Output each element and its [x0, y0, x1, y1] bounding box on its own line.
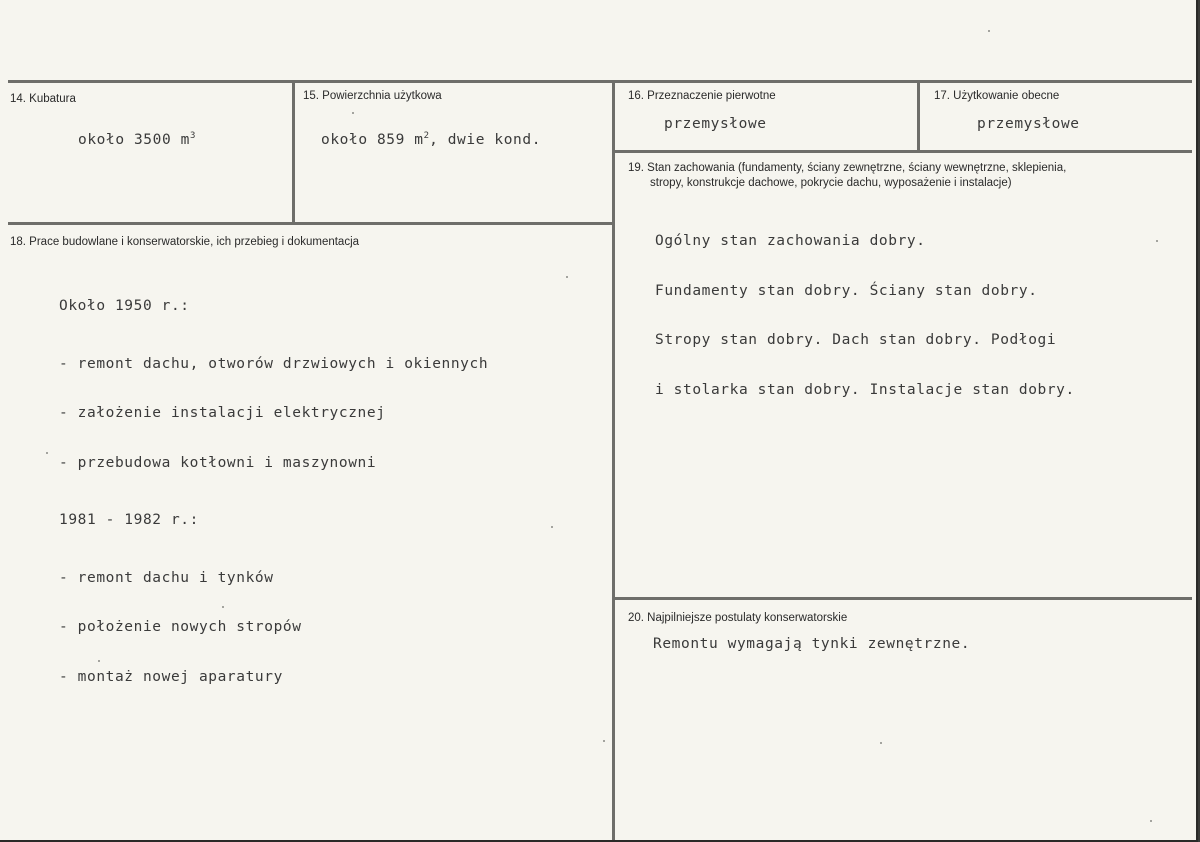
paper-speck: [880, 742, 882, 744]
period-1981: 1981 - 1982 r.:: [59, 512, 199, 528]
prace-label: 18. Prace budowlane i konserwatorskie, ich przebieg i dokumentacja: [10, 236, 360, 248]
uzytkowanie-value: przemysłowe: [977, 116, 1080, 132]
powierzchnia-value: około 859 $m^2$, dwie kond.: [321, 131, 542, 148]
stan-zachowania-label: 19. Stan zachowania (fundamenty, ściany zewnętrzne, ściany wewnętrzne, sklepienia,: [628, 162, 1067, 174]
postulaty-label: 20. Najpilniejsze postulaty konserwatorskie: [628, 612, 848, 624]
przeznaczenie-value: przemysłowe: [664, 116, 767, 132]
kubatura-value: około 3500 $m^3$: [78, 131, 196, 148]
postulaty-value: Remontu wymagają tynki zewnętrzne.: [653, 636, 971, 652]
item-1950-3: - przebudowa kotłowni i maszynowni: [59, 454, 377, 471]
item-1981-2: - położenie nowych stropów: [59, 619, 302, 635]
item-1981-1: - remont dachu i tynków: [59, 569, 274, 586]
paper-speck: [46, 452, 48, 454]
paper-speck: [603, 740, 605, 742]
item-1950-2: - założenie instalacji elektrycznej: [59, 405, 386, 421]
przeznaczenie-label: 16. Przeznaczenie pierwotne: [628, 90, 776, 102]
paper-speck: [1156, 240, 1158, 242]
item-1981-3: - montaż nowej aparatury: [59, 668, 283, 685]
paper-speck: [98, 660, 100, 662]
divider-16-17: [917, 80, 920, 152]
powierzchnia-label: 15. Powierzchnia użytkowa: [303, 90, 442, 102]
stan-line-2: Fundamenty stan dobry. Ściany stan dobry.: [655, 282, 1038, 299]
stan-zachowania-content: [655, 201, 1075, 431]
stan-zachowania-label-line2: stropy, konstrukcje dachowe, pokrycie dachu, wyposażenie i instalacje): [650, 177, 1012, 189]
paper-speck: [222, 606, 224, 608]
stan-line-4: i stolarka stan dobry. Instalacje stan dobry.: [655, 381, 1075, 398]
period-1950: Około 1950 r.:: [59, 298, 190, 314]
top-rule: [8, 80, 1192, 83]
rule-below-16-17: [614, 150, 1192, 153]
paper-speck: [551, 526, 553, 528]
kubatura-label: 14. Kubatura: [10, 93, 76, 105]
paper-speck: [1150, 820, 1152, 822]
rule-above-20: [614, 597, 1192, 600]
divider-left-right: [612, 80, 615, 840]
prace-content: [59, 266, 488, 718]
divider-14-15: [292, 80, 295, 224]
uzytkowanie-label: 17. Użytkowanie obecne: [934, 90, 1060, 102]
paper-speck: [352, 112, 354, 114]
rule-below-14-15: [8, 222, 614, 225]
item-1950-1: - remont dachu, otworów drzwiowych i okiennych: [59, 355, 489, 372]
stan-line-1: Ogólny stan zachowania dobry.: [655, 233, 926, 249]
paper-speck: [566, 276, 568, 278]
stan-line-3: Stropy stan dobry. Dach stan dobry. Podłogi: [655, 332, 1057, 348]
paper-speck: [988, 30, 990, 32]
